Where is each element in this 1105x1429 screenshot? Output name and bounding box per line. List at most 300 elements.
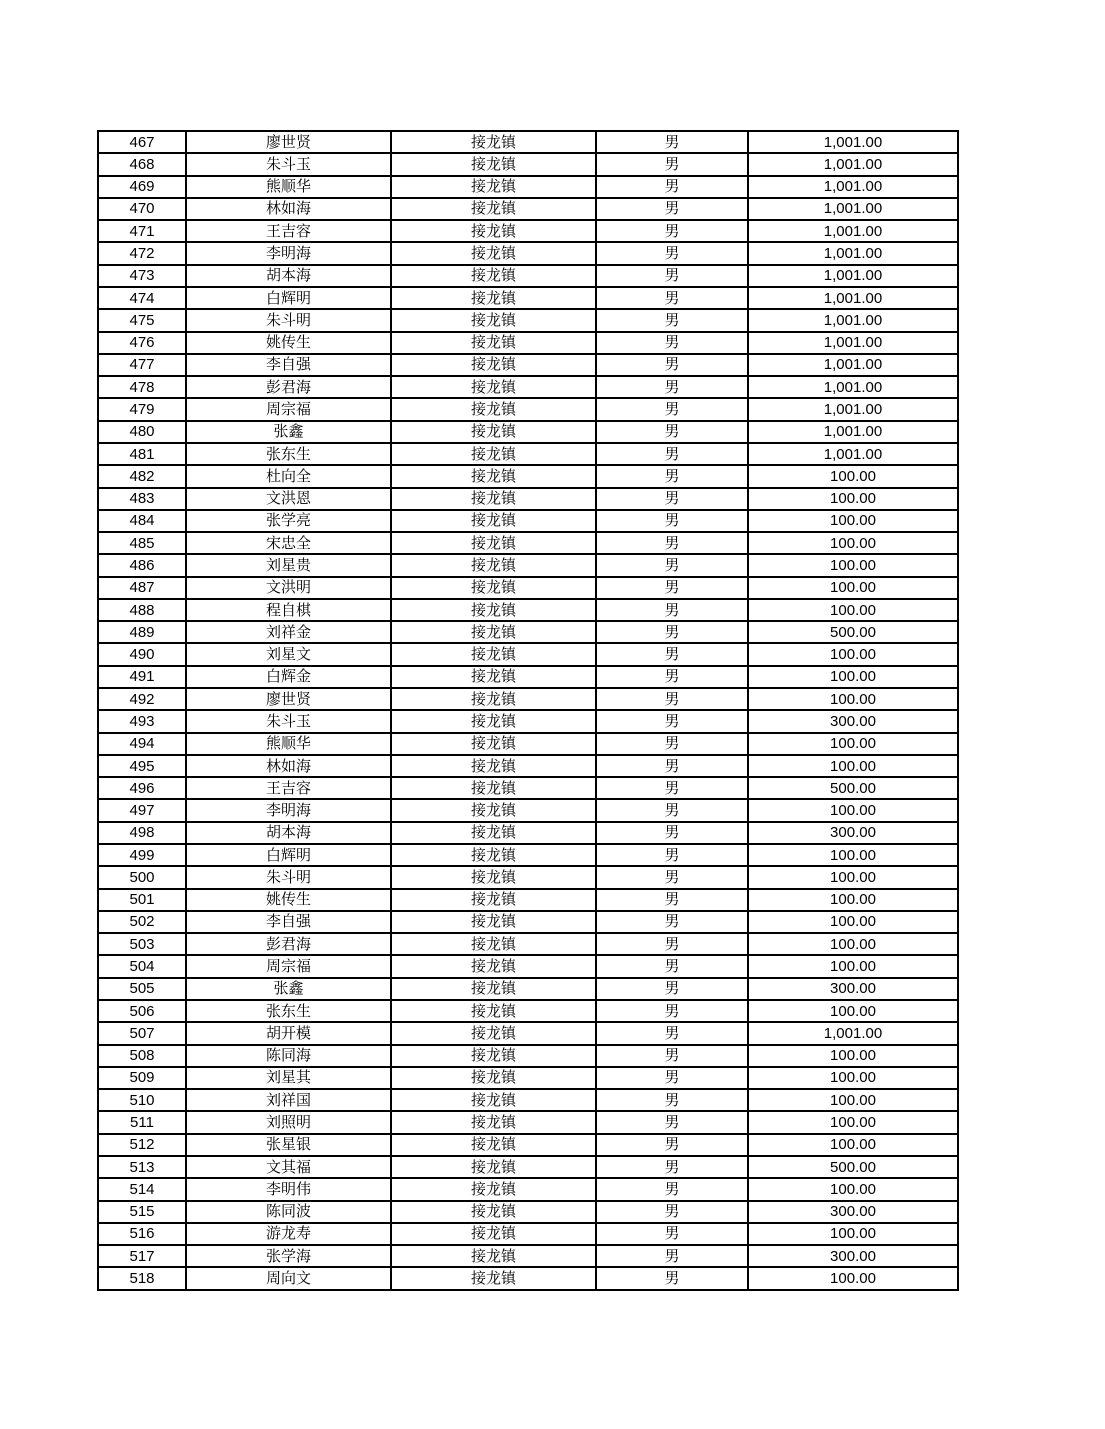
cell-town: 接龙镇 (391, 198, 596, 220)
cell-town: 接龙镇 (391, 1223, 596, 1245)
cell-gender: 男 (596, 510, 748, 532)
cell-gender: 男 (596, 153, 748, 175)
table-row (98, 1111, 958, 1133)
cell-town: 接龙镇 (391, 443, 596, 465)
cell-gender: 男 (596, 889, 748, 911)
cell-row-number: 517 (98, 1245, 186, 1267)
table-row (98, 1000, 958, 1022)
cell-gender: 男 (596, 176, 748, 198)
cell-gender: 男 (596, 265, 748, 287)
cell-town: 接龙镇 (391, 488, 596, 510)
table-row (98, 866, 958, 888)
table-row (98, 354, 958, 376)
cell-amount: 100.00 (748, 911, 958, 933)
cell-name: 周宗福 (186, 955, 391, 977)
cell-gender: 男 (596, 376, 748, 398)
cell-name: 张鑫 (186, 421, 391, 443)
cell-gender: 男 (596, 131, 748, 153)
cell-gender: 男 (596, 777, 748, 799)
cell-row-number: 505 (98, 978, 186, 1000)
cell-gender: 男 (596, 621, 748, 643)
cell-row-number: 487 (98, 577, 186, 599)
cell-gender: 男 (596, 398, 748, 420)
cell-amount: 1,001.00 (748, 242, 958, 264)
cell-amount: 100.00 (748, 933, 958, 955)
table-row (98, 131, 958, 153)
cell-amount: 100.00 (748, 1067, 958, 1089)
cell-amount: 1,001.00 (748, 332, 958, 354)
cell-town: 接龙镇 (391, 220, 596, 242)
cell-town: 接龙镇 (391, 421, 596, 443)
cell-town: 接龙镇 (391, 332, 596, 354)
cell-gender: 男 (596, 332, 748, 354)
cell-gender: 男 (596, 1111, 748, 1133)
cell-row-number: 477 (98, 354, 186, 376)
cell-amount: 100.00 (748, 1089, 958, 1111)
cell-amount: 100.00 (748, 955, 958, 977)
document-page (97, 130, 959, 1291)
cell-row-number: 484 (98, 510, 186, 532)
cell-gender: 男 (596, 643, 748, 665)
cell-town: 接龙镇 (391, 265, 596, 287)
cell-row-number: 469 (98, 176, 186, 198)
cell-town: 接龙镇 (391, 1245, 596, 1267)
cell-row-number: 516 (98, 1223, 186, 1245)
cell-row-number: 474 (98, 287, 186, 309)
cell-row-number: 515 (98, 1201, 186, 1223)
cell-name: 王吉容 (186, 777, 391, 799)
cell-gender: 男 (596, 309, 748, 331)
cell-name: 林如海 (186, 755, 391, 777)
cell-gender: 男 (596, 755, 748, 777)
cell-amount: 300.00 (748, 822, 958, 844)
cell-name: 周宗福 (186, 398, 391, 420)
cell-town: 接龙镇 (391, 287, 596, 309)
cell-row-number: 493 (98, 710, 186, 732)
cell-gender: 男 (596, 220, 748, 242)
cell-name: 周向文 (186, 1267, 391, 1290)
cell-name: 张鑫 (186, 978, 391, 1000)
cell-amount: 100.00 (748, 554, 958, 576)
cell-name: 朱斗玉 (186, 710, 391, 732)
table-row (98, 198, 958, 220)
cell-name: 熊顺华 (186, 176, 391, 198)
cell-row-number: 489 (98, 621, 186, 643)
cell-amount: 100.00 (748, 889, 958, 911)
table-row (98, 688, 958, 710)
cell-amount: 500.00 (748, 777, 958, 799)
cell-town: 接龙镇 (391, 1089, 596, 1111)
cell-amount: 100.00 (748, 599, 958, 621)
cell-name: 张学海 (186, 1245, 391, 1267)
table-row (98, 465, 958, 487)
table-row (98, 822, 958, 844)
cell-gender: 男 (596, 532, 748, 554)
table-row (98, 1267, 958, 1290)
table-row (98, 220, 958, 242)
table-row (98, 242, 958, 264)
cell-name: 朱斗明 (186, 866, 391, 888)
table-row (98, 1201, 958, 1223)
cell-gender: 男 (596, 688, 748, 710)
cell-row-number: 508 (98, 1045, 186, 1067)
table-row (98, 532, 958, 554)
cell-row-number: 499 (98, 844, 186, 866)
table-row (98, 1178, 958, 1200)
cell-town: 接龙镇 (391, 733, 596, 755)
cell-name: 刘星其 (186, 1067, 391, 1089)
cell-row-number: 482 (98, 465, 186, 487)
cell-amount: 100.00 (748, 488, 958, 510)
cell-town: 接龙镇 (391, 577, 596, 599)
cell-name: 张学亮 (186, 510, 391, 532)
cell-amount: 1,001.00 (748, 1022, 958, 1044)
cell-amount: 500.00 (748, 621, 958, 643)
cell-town: 接龙镇 (391, 465, 596, 487)
cell-name: 朱斗玉 (186, 153, 391, 175)
table-row (98, 376, 958, 398)
cell-amount: 100.00 (748, 1045, 958, 1067)
cell-gender: 男 (596, 488, 748, 510)
cell-name: 胡本海 (186, 265, 391, 287)
cell-gender: 男 (596, 354, 748, 376)
cell-row-number: 497 (98, 799, 186, 821)
cell-row-number: 475 (98, 309, 186, 331)
cell-name: 刘祥金 (186, 621, 391, 643)
cell-amount: 100.00 (748, 510, 958, 532)
cell-name: 王吉容 (186, 220, 391, 242)
cell-amount: 1,001.00 (748, 265, 958, 287)
cell-row-number: 481 (98, 443, 186, 465)
cell-row-number: 471 (98, 220, 186, 242)
cell-name: 廖世贤 (186, 131, 391, 153)
table-row (98, 153, 958, 175)
table-row (98, 799, 958, 821)
cell-name: 程自棋 (186, 599, 391, 621)
cell-amount: 1,001.00 (748, 198, 958, 220)
cell-amount: 1,001.00 (748, 443, 958, 465)
cell-gender: 男 (596, 1067, 748, 1089)
cell-town: 接龙镇 (391, 822, 596, 844)
cell-name: 游龙寿 (186, 1223, 391, 1245)
table-row (98, 933, 958, 955)
cell-town: 接龙镇 (391, 1045, 596, 1067)
cell-name: 刘星文 (186, 643, 391, 665)
cell-row-number: 480 (98, 421, 186, 443)
cell-name: 杜向全 (186, 465, 391, 487)
table-row (98, 777, 958, 799)
cell-row-number: 514 (98, 1178, 186, 1200)
cell-row-number: 495 (98, 755, 186, 777)
table-row (98, 666, 958, 688)
table-row (98, 1022, 958, 1044)
cell-gender: 男 (596, 421, 748, 443)
cell-name: 廖世贤 (186, 688, 391, 710)
table-row (98, 332, 958, 354)
cell-gender: 男 (596, 710, 748, 732)
table-row (98, 176, 958, 198)
cell-name: 张星银 (186, 1134, 391, 1156)
cell-gender: 男 (596, 1156, 748, 1178)
cell-amount: 1,001.00 (748, 176, 958, 198)
table-row (98, 265, 958, 287)
cell-town: 接龙镇 (391, 1178, 596, 1200)
cell-amount: 300.00 (748, 1201, 958, 1223)
cell-name: 刘星贵 (186, 554, 391, 576)
cell-name: 文其福 (186, 1156, 391, 1178)
cell-town: 接龙镇 (391, 844, 596, 866)
cell-town: 接龙镇 (391, 710, 596, 732)
cell-gender: 男 (596, 933, 748, 955)
cell-town: 接龙镇 (391, 1267, 596, 1290)
table-row (98, 287, 958, 309)
cell-gender: 男 (596, 1022, 748, 1044)
cell-town: 接龙镇 (391, 242, 596, 264)
cell-row-number: 472 (98, 242, 186, 264)
cell-gender: 男 (596, 443, 748, 465)
table-row (98, 309, 958, 331)
cell-row-number: 468 (98, 153, 186, 175)
cell-town: 接龙镇 (391, 911, 596, 933)
cell-name: 陈同海 (186, 1045, 391, 1067)
cell-gender: 男 (596, 866, 748, 888)
cell-name: 熊顺华 (186, 733, 391, 755)
table-row (98, 1089, 958, 1111)
table-row (98, 1223, 958, 1245)
table-row (98, 978, 958, 1000)
cell-name: 姚传生 (186, 332, 391, 354)
cell-row-number: 506 (98, 1000, 186, 1022)
cell-amount: 100.00 (748, 688, 958, 710)
cell-row-number: 491 (98, 666, 186, 688)
cell-row-number: 512 (98, 1134, 186, 1156)
cell-row-number: 518 (98, 1267, 186, 1290)
table-row (98, 488, 958, 510)
cell-row-number: 509 (98, 1067, 186, 1089)
cell-amount: 100.00 (748, 666, 958, 688)
roster-table (97, 130, 959, 1291)
cell-row-number: 513 (98, 1156, 186, 1178)
cell-gender: 男 (596, 799, 748, 821)
cell-row-number: 476 (98, 332, 186, 354)
cell-row-number: 479 (98, 398, 186, 420)
cell-amount: 100.00 (748, 799, 958, 821)
cell-amount: 100.00 (748, 643, 958, 665)
cell-name: 白辉明 (186, 844, 391, 866)
cell-town: 接龙镇 (391, 933, 596, 955)
table-row (98, 443, 958, 465)
cell-amount: 100.00 (748, 577, 958, 599)
cell-row-number: 511 (98, 1111, 186, 1133)
cell-gender: 男 (596, 1201, 748, 1223)
cell-row-number: 488 (98, 599, 186, 621)
cell-name: 白辉明 (186, 287, 391, 309)
cell-name: 李自强 (186, 911, 391, 933)
cell-gender: 男 (596, 1089, 748, 1111)
cell-gender: 男 (596, 1045, 748, 1067)
cell-row-number: 501 (98, 889, 186, 911)
cell-row-number: 467 (98, 131, 186, 153)
cell-amount: 100.00 (748, 866, 958, 888)
cell-amount: 1,001.00 (748, 153, 958, 175)
cell-name: 彭君海 (186, 933, 391, 955)
cell-row-number: 473 (98, 265, 186, 287)
cell-name: 李明海 (186, 799, 391, 821)
cell-amount: 100.00 (748, 1223, 958, 1245)
cell-gender: 男 (596, 242, 748, 264)
cell-row-number: 503 (98, 933, 186, 955)
cell-amount: 300.00 (748, 1245, 958, 1267)
cell-gender: 男 (596, 911, 748, 933)
table-row (98, 1245, 958, 1267)
cell-town: 接龙镇 (391, 866, 596, 888)
cell-amount: 300.00 (748, 978, 958, 1000)
cell-row-number: 502 (98, 911, 186, 933)
cell-name: 彭君海 (186, 376, 391, 398)
cell-town: 接龙镇 (391, 599, 596, 621)
cell-amount: 100.00 (748, 1000, 958, 1022)
cell-name: 李自强 (186, 354, 391, 376)
cell-town: 接龙镇 (391, 755, 596, 777)
table-row (98, 554, 958, 576)
table-row (98, 510, 958, 532)
cell-row-number: 485 (98, 532, 186, 554)
cell-town: 接龙镇 (391, 176, 596, 198)
cell-amount: 100.00 (748, 1178, 958, 1200)
cell-town: 接龙镇 (391, 799, 596, 821)
cell-town: 接龙镇 (391, 354, 596, 376)
cell-town: 接龙镇 (391, 153, 596, 175)
cell-name: 张东生 (186, 443, 391, 465)
cell-amount: 100.00 (748, 755, 958, 777)
cell-name: 朱斗明 (186, 309, 391, 331)
cell-town: 接龙镇 (391, 510, 596, 532)
cell-gender: 男 (596, 465, 748, 487)
cell-amount: 100.00 (748, 1111, 958, 1133)
cell-gender: 男 (596, 198, 748, 220)
cell-gender: 男 (596, 666, 748, 688)
cell-town: 接龙镇 (391, 532, 596, 554)
cell-gender: 男 (596, 1245, 748, 1267)
cell-town: 接龙镇 (391, 955, 596, 977)
cell-amount: 100.00 (748, 1267, 958, 1290)
cell-gender: 男 (596, 287, 748, 309)
cell-row-number: 507 (98, 1022, 186, 1044)
cell-row-number: 478 (98, 376, 186, 398)
cell-name: 文洪恩 (186, 488, 391, 510)
cell-amount: 500.00 (748, 1156, 958, 1178)
cell-gender: 男 (596, 955, 748, 977)
table-row (98, 889, 958, 911)
table-row (98, 398, 958, 420)
cell-amount: 1,001.00 (748, 309, 958, 331)
table-row (98, 911, 958, 933)
cell-town: 接龙镇 (391, 777, 596, 799)
cell-gender: 男 (596, 599, 748, 621)
cell-row-number: 492 (98, 688, 186, 710)
cell-name: 刘照明 (186, 1111, 391, 1133)
cell-name: 李明伟 (186, 1178, 391, 1200)
cell-gender: 男 (596, 1178, 748, 1200)
cell-amount: 1,001.00 (748, 287, 958, 309)
cell-gender: 男 (596, 1223, 748, 1245)
cell-town: 接龙镇 (391, 1067, 596, 1089)
table-body (98, 131, 958, 1290)
cell-town: 接龙镇 (391, 554, 596, 576)
table-row (98, 1067, 958, 1089)
cell-gender: 男 (596, 1267, 748, 1290)
table-row (98, 421, 958, 443)
cell-name: 文洪明 (186, 577, 391, 599)
table-row (98, 1156, 958, 1178)
cell-name: 胡开模 (186, 1022, 391, 1044)
cell-row-number: 500 (98, 866, 186, 888)
cell-name: 李明海 (186, 242, 391, 264)
cell-row-number: 510 (98, 1089, 186, 1111)
table-row (98, 621, 958, 643)
cell-name: 宋忠全 (186, 532, 391, 554)
cell-gender: 男 (596, 844, 748, 866)
table-row (98, 733, 958, 755)
cell-town: 接龙镇 (391, 889, 596, 911)
cell-town: 接龙镇 (391, 621, 596, 643)
cell-gender: 男 (596, 733, 748, 755)
cell-amount: 300.00 (748, 710, 958, 732)
cell-name: 刘祥国 (186, 1089, 391, 1111)
cell-name: 白辉金 (186, 666, 391, 688)
cell-town: 接龙镇 (391, 309, 596, 331)
table-row (98, 643, 958, 665)
cell-town: 接龙镇 (391, 1111, 596, 1133)
cell-amount: 1,001.00 (748, 131, 958, 153)
cell-row-number: 496 (98, 777, 186, 799)
cell-row-number: 490 (98, 643, 186, 665)
cell-amount: 1,001.00 (748, 354, 958, 376)
cell-name: 张东生 (186, 1000, 391, 1022)
table-row (98, 1134, 958, 1156)
cell-gender: 男 (596, 822, 748, 844)
cell-name: 胡本海 (186, 822, 391, 844)
cell-town: 接龙镇 (391, 1201, 596, 1223)
cell-amount: 1,001.00 (748, 398, 958, 420)
cell-gender: 男 (596, 1000, 748, 1022)
cell-gender: 男 (596, 978, 748, 1000)
cell-amount: 100.00 (748, 465, 958, 487)
cell-town: 接龙镇 (391, 1156, 596, 1178)
cell-amount: 1,001.00 (748, 220, 958, 242)
cell-row-number: 483 (98, 488, 186, 510)
cell-town: 接龙镇 (391, 643, 596, 665)
cell-amount: 100.00 (748, 733, 958, 755)
cell-row-number: 494 (98, 733, 186, 755)
table-row (98, 577, 958, 599)
cell-town: 接龙镇 (391, 376, 596, 398)
cell-amount: 100.00 (748, 532, 958, 554)
cell-name: 林如海 (186, 198, 391, 220)
cell-town: 接龙镇 (391, 688, 596, 710)
cell-name: 姚传生 (186, 889, 391, 911)
cell-amount: 1,001.00 (748, 376, 958, 398)
cell-gender: 男 (596, 577, 748, 599)
cell-town: 接龙镇 (391, 131, 596, 153)
table-row (98, 755, 958, 777)
cell-row-number: 486 (98, 554, 186, 576)
cell-row-number: 504 (98, 955, 186, 977)
table-row (98, 844, 958, 866)
cell-town: 接龙镇 (391, 398, 596, 420)
cell-amount: 100.00 (748, 844, 958, 866)
cell-row-number: 470 (98, 198, 186, 220)
